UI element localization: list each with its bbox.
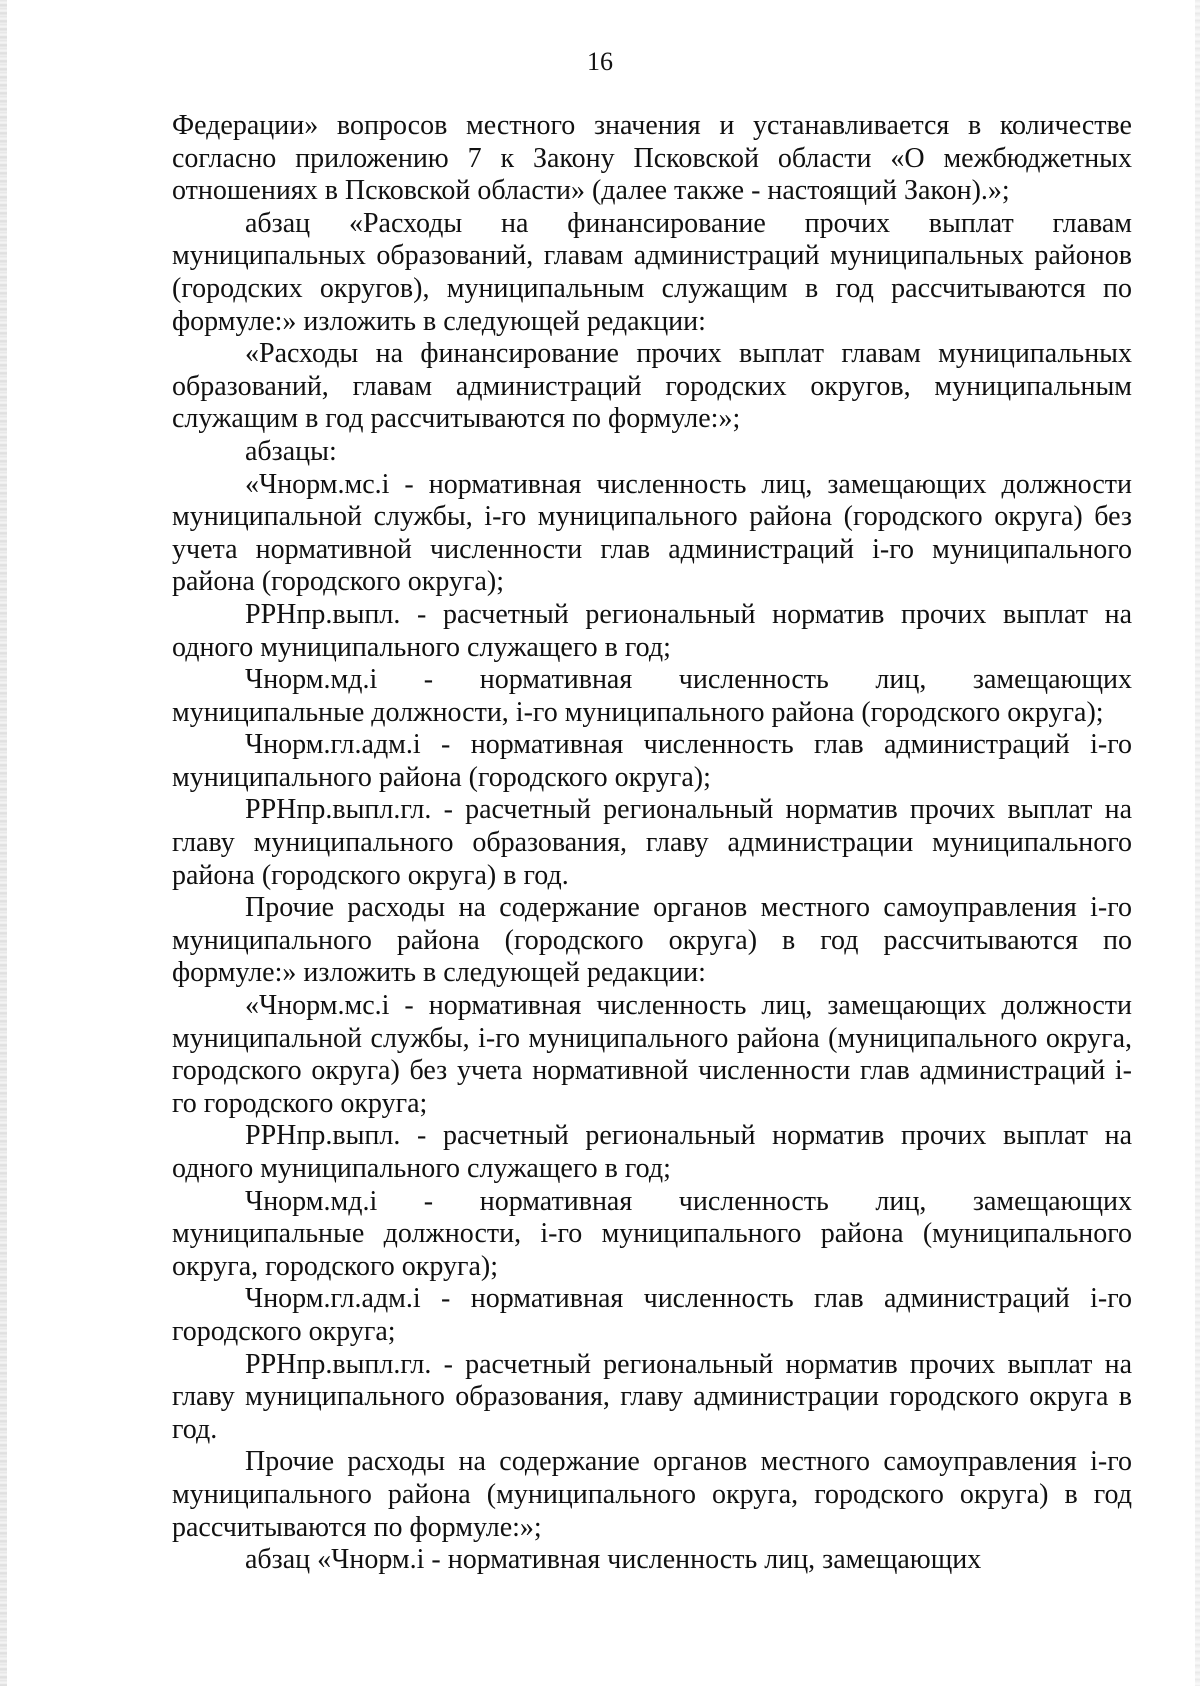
- paragraph-12: РРНпр.выпл. - расчетный региональный норматив прочих выплат на одного муниципального служащего в год;: [172, 1120, 1132, 1184]
- paragraph-15: РРНпр.выпл.гл. - расчетный региональный норматив прочих выплат на главу муниципального образования, главу администрации городского округа в год.: [172, 1348, 1132, 1445]
- document-body: [172, 110, 1132, 1577]
- paragraph-8: Чнорм.гл.адм.i - нормативная численность глав администраций i-го муниципального района (городского округа);: [172, 729, 1132, 793]
- paragraph-7: Чнорм.мд.i - нормативная численность лиц, замещающих муниципальные должности, i-го муниципального района (городского округа);: [172, 664, 1132, 728]
- paragraph-17: абзац «Чнорм.i - нормативная численность лиц, замещающих: [245, 1544, 982, 1576]
- paragraph-13: Чнорм.мд.i - нормативная численность лиц, замещающих муниципальные должности, i-го муниципального района (муниципального округа, городского округа);: [172, 1185, 1132, 1282]
- paragraph-2: абзац «Расходы на финансирование прочих выплат главам муниципальных образований, главам администраций муниципальных районов (городских округов), муниципальным служащим в год рассчитываются по формуле:» изложить в следующей редакции:: [172, 207, 1132, 337]
- paragraph-9: РРНпр.выпл.гл. - расчетный региональный норматив прочих выплат на главу муниципального образования, главу администрации муниципального района (городского округа) в год.: [172, 794, 1132, 891]
- paragraph-5: «Чнорм.мс.i - нормативная численность лиц, замещающих должности муниципальной службы, i-го муниципального района (городского округа) без учета нормативной численности глав администраций i-го муниципального района (городского округа);: [172, 468, 1132, 598]
- scan-right-edge: [1195, 0, 1200, 1686]
- paragraph-14: Чнорм.гл.адм.i - нормативная численность глав администраций i-го городского округа;: [172, 1283, 1132, 1347]
- paragraph-6: РРНпр.выпл. - расчетный региональный норматив прочих выплат на одного муниципального служащего в год;: [172, 598, 1132, 663]
- paragraph-3: «Расходы на финансирование прочих выплат главам муниципальных образований, главам администраций городских округов, муниципальным служащим в год рассчитываются по формуле:»;: [172, 338, 1132, 435]
- paragraph-10: Прочие расходы на содержание органов местного самоуправления i-го муниципального района (городского округа) в год рассчитываются по формуле:» изложить в следующей редакции:: [172, 892, 1132, 989]
- paragraph-4: абзацы:: [245, 435, 337, 467]
- paragraph-11: «Чнорм.мс.i - нормативная численность лиц, замещающих должности муниципальной службы, i-го муниципального района (муниципального округа, городского округа) без учета нормативной численности глав администраций i-го городского округа;: [172, 990, 1132, 1119]
- paragraph-16: Прочие расходы на содержание органов местного самоуправления i-го муниципального района (муниципального округа, городского округа) в год рассчитываются по формуле:»;: [172, 1446, 1132, 1543]
- page-number: 16: [587, 47, 613, 76]
- scan-left-edge: [0, 0, 7, 1686]
- paragraph-1: Федерации» вопросов местного значения и устанавливается в количестве согласно приложению 7 к Закону Псковской области «О межбюджетных отношениях в Псковской области» (далее также - настоящий Закон).»;: [172, 110, 1132, 207]
